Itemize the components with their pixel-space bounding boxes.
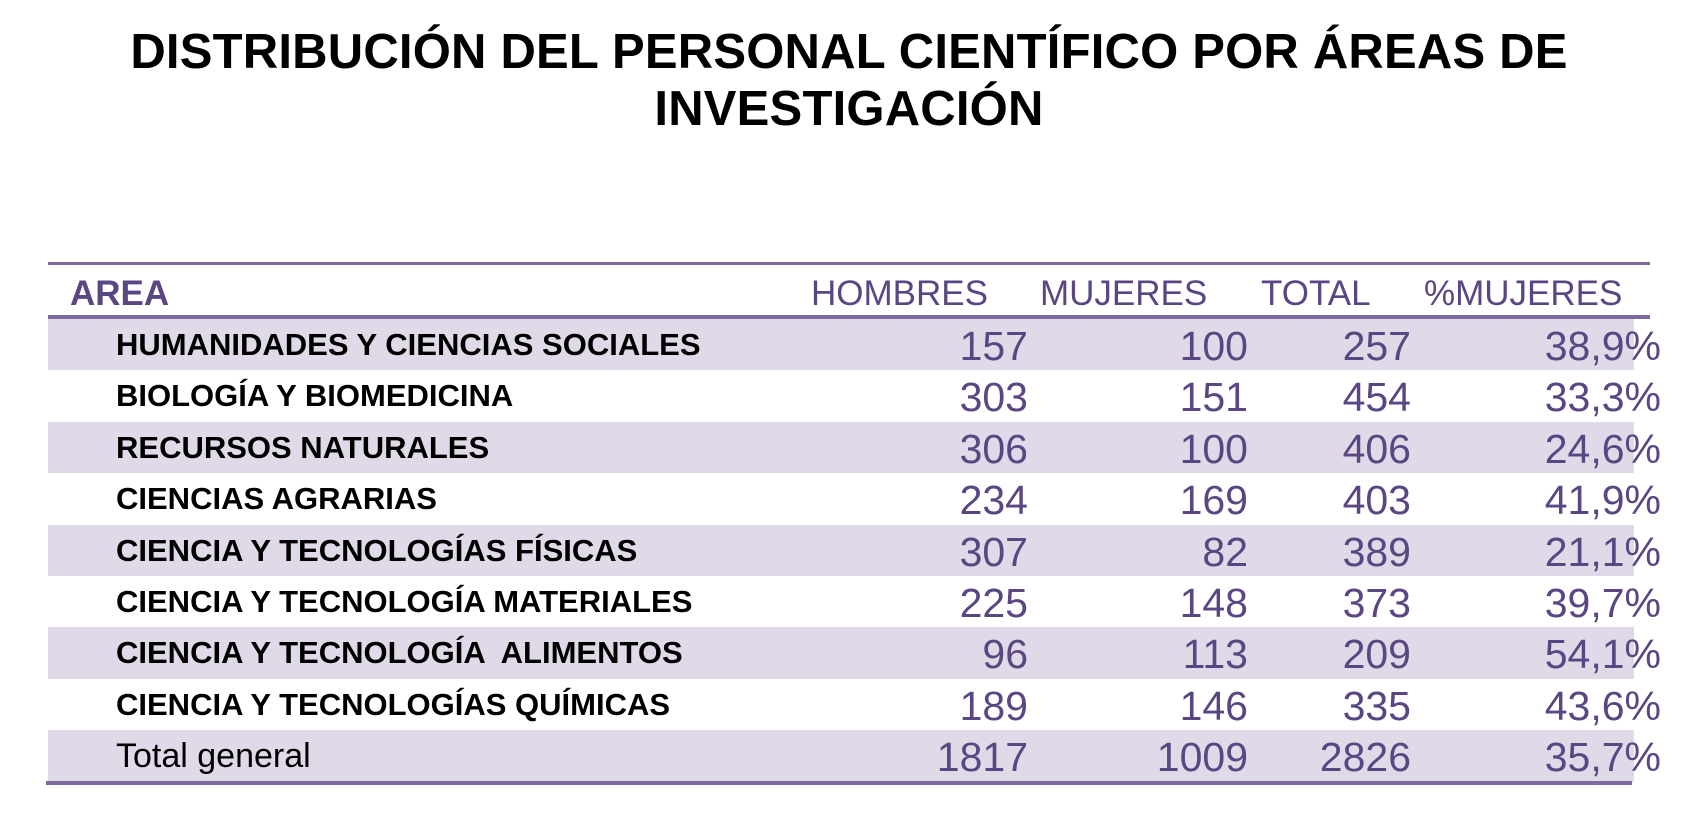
cell-area: CIENCIA Y TECNOLOGÍAS QUÍMICAS bbox=[116, 686, 671, 722]
cell-hombres: 303 bbox=[959, 374, 1028, 421]
page-title bbox=[0, 24, 1698, 138]
cell-pct-mujeres: 38,9% bbox=[1544, 323, 1661, 369]
page-title-line-1: DISTRIBUCIÓN DEL PERSONAL CIENTÍFICO POR ÁREAS DE bbox=[130, 25, 1568, 79]
cell-hombres: 189 bbox=[959, 682, 1028, 729]
cell-mujeres: 169 bbox=[1179, 477, 1248, 524]
cell-mujeres: 151 bbox=[1179, 374, 1248, 421]
cell-hombres: 225 bbox=[959, 579, 1028, 626]
cell-area-total: Total general bbox=[116, 737, 311, 776]
cell-pct-mujeres-total: 35,7% bbox=[1544, 734, 1661, 781]
cell-area: HUMANIDADES Y CIENCIAS SOCIALES bbox=[116, 327, 701, 362]
cell-mujeres: 100 bbox=[1179, 425, 1248, 472]
cell-area: CIENCIA Y TECNOLOGÍA ALIMENTOS bbox=[116, 635, 683, 671]
cell-area: CIENCIA Y TECNOLOGÍAS FÍSICAS bbox=[116, 532, 638, 568]
table-row bbox=[48, 627, 1661, 678]
table-body bbox=[48, 319, 1661, 782]
cell-area: BIOLOGÍA Y BIOMEDICINA bbox=[116, 378, 514, 414]
cell-pct-mujeres: 21,1% bbox=[1544, 528, 1661, 575]
cell-hombres: 306 bbox=[959, 425, 1028, 472]
cell-pct-mujeres: 54,1% bbox=[1544, 631, 1661, 678]
table-row bbox=[48, 525, 1661, 576]
cell-total: 335 bbox=[1342, 682, 1411, 729]
cell-mujeres: 113 bbox=[1182, 631, 1248, 678]
cell-mujeres-total: 1009 bbox=[1156, 734, 1248, 781]
cell-total: 257 bbox=[1342, 323, 1411, 369]
cell-pct-mujeres: 39,7% bbox=[1544, 579, 1661, 626]
header-area: AREA bbox=[70, 274, 170, 313]
table-row bbox=[48, 679, 1661, 730]
header-mujeres: MUJERES bbox=[1040, 274, 1208, 313]
table-row bbox=[48, 422, 1661, 473]
cell-mujeres: 100 bbox=[1179, 323, 1248, 369]
cell-hombres: 307 bbox=[959, 528, 1028, 575]
cell-mujeres: 146 bbox=[1179, 682, 1248, 729]
cell-pct-mujeres: 43,6% bbox=[1544, 682, 1661, 729]
data-table bbox=[48, 262, 1661, 786]
cell-hombres: 157 bbox=[959, 323, 1028, 369]
table-row bbox=[48, 370, 1661, 421]
cell-mujeres: 82 bbox=[1202, 528, 1248, 575]
table-total-row bbox=[48, 730, 1661, 781]
table-row bbox=[48, 576, 1661, 627]
page-title-line-2: INVESTIGACIÓN bbox=[654, 82, 1044, 136]
cell-total: 389 bbox=[1342, 528, 1411, 575]
table-row bbox=[48, 473, 1661, 524]
cell-pct-mujeres: 24,6% bbox=[1544, 425, 1661, 472]
cell-total: 403 bbox=[1342, 477, 1411, 524]
header-pct-mujeres: %MUJERES bbox=[1424, 274, 1623, 313]
cell-total: 209 bbox=[1342, 631, 1411, 678]
table-header bbox=[48, 265, 1650, 315]
table-row bbox=[48, 319, 1661, 370]
cell-area: RECURSOS NATURALES bbox=[116, 429, 490, 465]
cell-area: CIENCIA Y TECNOLOGÍA MATERIALES bbox=[116, 583, 693, 619]
header-total: TOTAL bbox=[1261, 274, 1371, 313]
cell-hombres-total: 1817 bbox=[936, 734, 1028, 781]
cell-total: 373 bbox=[1342, 579, 1411, 626]
cell-total: 454 bbox=[1342, 374, 1411, 421]
table-bottom-rule bbox=[46, 781, 1632, 785]
cell-total-total: 2826 bbox=[1319, 734, 1411, 781]
header-hombres: HOMBRES bbox=[811, 274, 988, 313]
cell-total: 406 bbox=[1342, 425, 1411, 472]
cell-mujeres: 148 bbox=[1179, 579, 1248, 626]
cell-hombres: 234 bbox=[959, 477, 1028, 524]
cell-area: CIENCIAS AGRARIAS bbox=[116, 481, 437, 517]
cell-hombres: 96 bbox=[982, 631, 1028, 678]
cell-pct-mujeres: 41,9% bbox=[1544, 477, 1661, 524]
cell-pct-mujeres: 33,3% bbox=[1544, 374, 1661, 421]
